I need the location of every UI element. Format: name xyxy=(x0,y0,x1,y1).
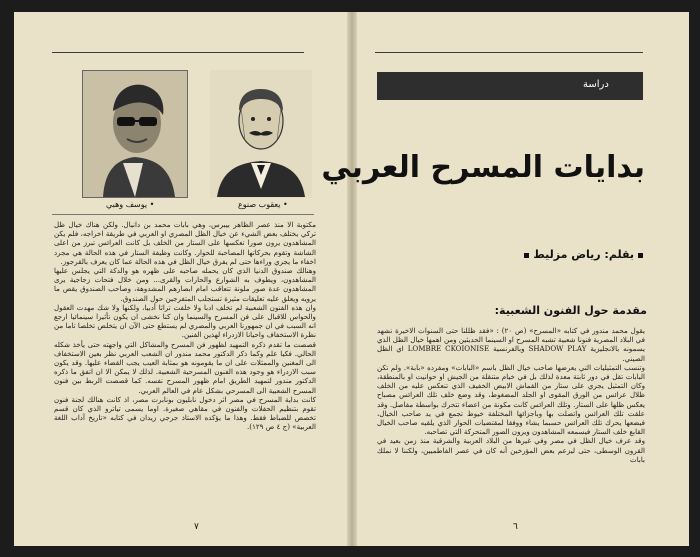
bullet-icon xyxy=(524,253,529,258)
byline xyxy=(520,248,647,261)
photo-caption-right: • يعقوب صنوع xyxy=(238,200,288,209)
byline-text: بقلم: رياض مزليط xyxy=(533,248,634,261)
section-band-label: دراسة xyxy=(583,79,609,90)
portrait-engraving-yaqub-sanu xyxy=(210,70,312,198)
section-heading: مقدمة حول الفنون الشعبية: xyxy=(494,304,647,317)
photo-caption-left: • يوسف وهبي xyxy=(106,200,155,209)
magazine-spread xyxy=(14,12,689,546)
top-rule xyxy=(375,52,643,53)
body-paragraph: وتنسب التمثيليات التي يعرضها صاحب خيال الظل باسم «البابات» ومفرده «بابة». ولم تكن البابات تقل في دور ثابتة معدة لذلك بل في خيام متنقلة من الجيش او حوانيت او بالمنطقة، وكان التمثيل يجري على ستار من القماش الابيض الخفيف الذي تنعكس عليه من الخلف ظلال عرائس من الورق المقوى او الجلد المضغوط، وقد وضع خلف تلك العرائس مصباح يعكس ظلها على الستار. وتلك العرائس كانت مكونة من اعضاء تتحرك بواسطة مفاصل. وقد علقت تلك العرائس واتصلت بها وباجزائها المختلفة خيوط تجمع في يد صاحب الخيال، فيضعها يحرك تلك العرائس حسبما يشاء ووفقا لمقتضيات الحوار الذي يلقيه صاحب الخيال القابع خلف الستار فيسمعه المشاهدون ويرون الصور المتحركة التي تصاحبه. xyxy=(377,362,645,437)
body-paragraph: وهنالك صندوق الدنيا الذي كان يحمله صاحبه على ظهره هو والدكة التي يجلس عليها المشاهدون، ويطوف به الشوارع والحارات والقرى... ومن خلال فتحات زجاجية يرى المشاهدون عدة صور ملونة تتعاقب امام ابصارهم المشدوهة، وصاحب الصندوق يقص ما يرويه ويعلق عليه تعليقات مثيرة تستجلب المتفرجين حول الصندوق. xyxy=(54,266,316,303)
bullet-icon xyxy=(638,253,643,258)
caption-rule xyxy=(52,214,314,215)
left-page xyxy=(14,12,347,546)
body-paragraph: وان هذه الفنون الشعبية لم تخلف ادبا ولا خلفت تراثا أدبيا، ولكنها ولا شك مهدت العقول والحواس للاقبال على فن المسرح والسينما وان كنا نخشى ان يكون تأثيرا سينمائيا ارجع انه السبب في ان جمهورنا العربي والمصري لم يستطع حتى الآن ان يتخلص تخلصا تاما من نظرة الاستخفاف واحيانا الازدراء لهذين الفنين. xyxy=(54,302,316,340)
body-paragraph: مكتوبة الا منذ عصر الظاهر بيبرس، وهي بابات محمد بن دانيال. ولكن هناك خيال ظل تركي يختلف بعض الشيء عن خيال الظل المصري او العربي في طريقة اخراجه، فلم يكن المشاهدون يرون صورا تعكسها على الستار من الخلف بل كانت العرائس تبرز من اعلى الشاشة وتقوم بحركاتها المصاحبة للحوار. وكانت وظيفة الستار في هذه الحالة هي مجرد اخفاء ما يجري وراءها حتى لم يفرق خيال الظل في هذه الحالة عما كان يعرف بالقرجوز. xyxy=(54,220,316,266)
page-number: ٦ xyxy=(513,522,518,532)
body-paragraph: يقول محمد مندور في كتابه «المسرح» (ص ٢٠) : «فقد ظللنا حتى السنوات الاخيرة نشهد في البلاد المصرية فنونا شعبية تشبه المسرح او السينما الحديثين ومن اهمها خيال الظل الذي يسمونه بالانجليزية SHADOW PLAY وبالفرنسية LOMBRE CKOIONISE اي الظل الصيني. xyxy=(377,326,645,363)
right-page xyxy=(321,12,689,546)
spine-gutter xyxy=(347,12,357,546)
left-body-text xyxy=(54,220,316,510)
body-paragraph: قصصت ما تقدم ذكره التمهيد لظهور فن المسرح والمشاكل التي واجهته حتى يأخذ شكله الحالي. فكيا علم وكما ذكر الدكتور محمد مندور ان الشعب العربي نظر بعين الاستخفاف الى المغنين والممثلات على ان ما يقومونه هو بمثابة العيب يجب القضاء عليها. وقد يكون سبب الازدراء هو وجود هذه الفنون المسرحية الشعبية. لذلك لا يمكن الا ان اتفق ما ذكره الدكتور مندور لتمهيد الطريق امام ظهور المسرح نفسه. كما قصصت الربط بين فنون المسرح الشعبية الى المسرحي بشكل عام في العالم العربي. xyxy=(54,339,316,395)
portrait-photo-youssef-wahbi xyxy=(82,70,188,198)
top-rule xyxy=(52,52,304,53)
body-paragraph: وقد عرف خيال الظل في مصر وفي غيرها من البلاد العربية والشرقية منذ زمن بعيد في القرون الوسطى، حتى ليزعم بعض المؤرخين أنه كان في عصر الفاطميين، ولكننا لا نملك بابات xyxy=(377,436,645,464)
page-number: ٧ xyxy=(194,522,199,532)
right-body-text xyxy=(377,326,645,514)
body-paragraph: كانت بداية المسرح في مصر اثر دخول نابليون بونابرت مصر، اذ كانت هنالك لجنة فنون تقوم بتنظيم الحفلات والفنون في مقاهي صغيرة. اوما يسمى تياترو الذي كان قسم تخصص للضباط فقط. وهذا ما يؤكده الاستاذ جرجي زيدان في كتابه «تاريخ آداب اللغة العربية» (ج ٤ ص ١٢٩). xyxy=(54,394,316,432)
article-title: بدايات المسرح العربي xyxy=(321,150,645,185)
